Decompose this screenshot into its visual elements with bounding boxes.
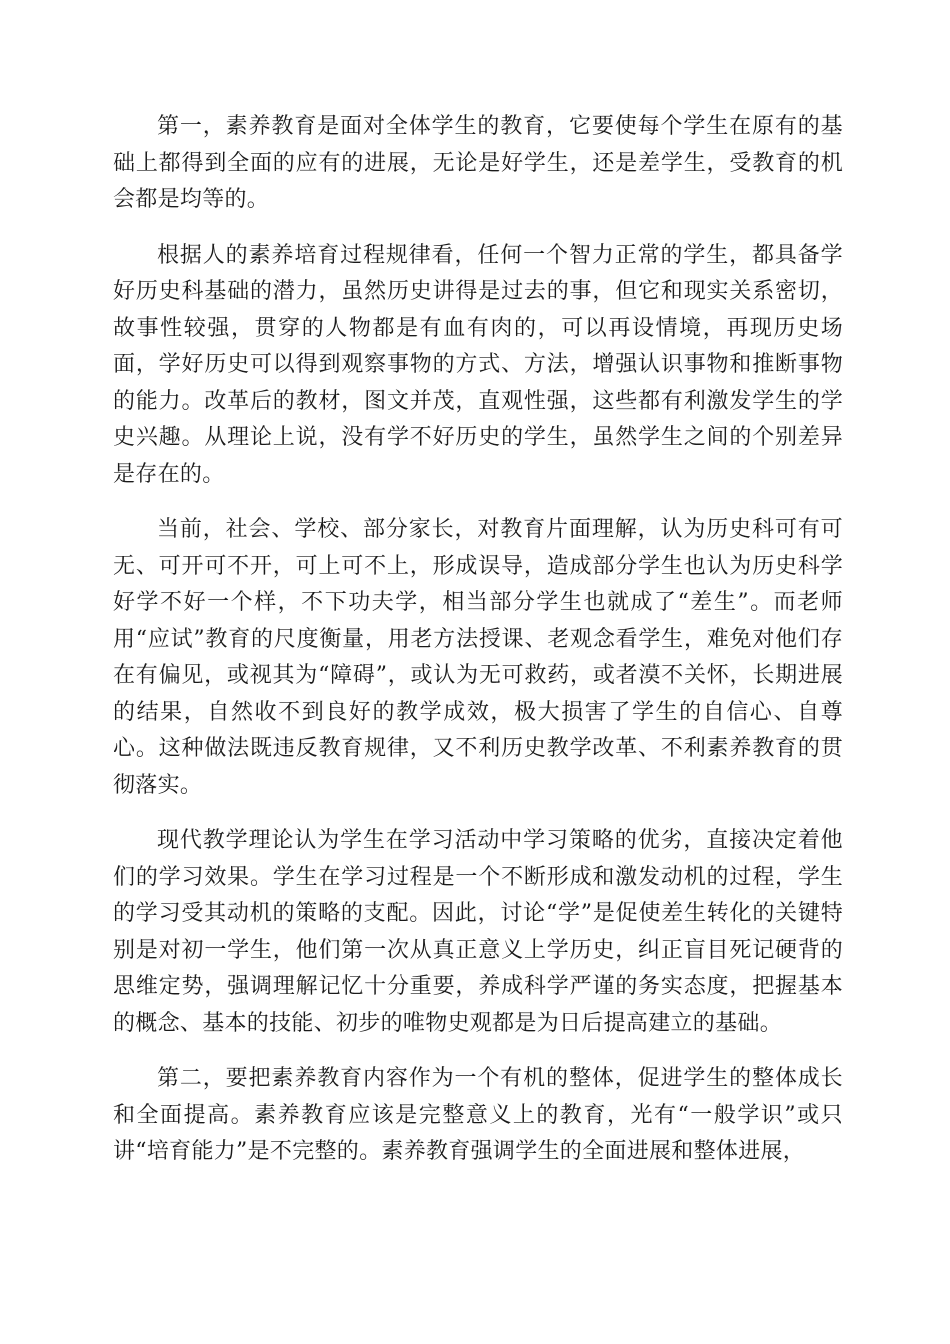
document-body [113,109,843,1190]
paragraph-2: 根据人的素养培育过程规律看，任何一个智力正常的学生，都具备学好历史科基础的潜力，虽然历史讲得是过去的事，但它和现实关系密切，故事性较强，贯穿的人物都是有血有肉的，可以再设情境，再现历史场面，学好历史可以得到观察事物的方式、方法，增强认识事物和推断事物的能力。改革后的教材，图文并茂，直观性强，这些都有利激发学生的学史兴趣。从理论上说，没有学不好历史的学生，虽然学生之间的个别差异是存在的。 [113,242,843,487]
paragraph-4: 现代教学理论认为学生在学习活动中学习策略的优劣，直接决定着他们的学习效果。学生在学习过程是一个不断形成和激发动机的过程，学生的学习受其动机的策略的支配。因此，讨论“学”是促使差生转化的关键特别是对初一学生，他们第一次从真正意义上学历史，纠正盲目死记硬背的思维定势，强调理解记忆十分重要，养成科学严谨的务实态度，把握基本的概念、基本的技能、初步的唯物史观都是为日后提高建立的基础。 [113,828,843,1036]
paragraph-3: 当前，社会、学校、部分家长，对教育片面理解，认为历史科可有可无、可开可不开，可上可不上，形成误导，造成部分学生也认为历史科学好学不好一个样，不下功夫学，相当部分学生也就成了“差生”。而老师用“应试”教育的尺度衡量，用老方法授课、老观念看学生，难免对他们存在有偏见，或视其为“障碍”，或认为无可救药，或者漠不关怀，长期进展的结果，自然收不到良好的教学成效，极大损害了学生的自信心、自尊心。这种做法既违反教育规律，又不利历史教学改革、不利素养教育的贯彻落实。 [113,517,843,798]
paragraph-5: 第二，要把素养教育内容作为一个有机的整体，促进学生的整体成长和全面提高。素养教育应该是完整意义上的教育，光有“一般学识”或只讲“培育能力”是不完整的。素养教育强调学生的全面进展和整体进展， [113,1066,843,1164]
paragraph-1: 第一，素养教育是面对全体学生的教育，它要使每个学生在原有的基础上都得到全面的应有的进展，无论是好学生，还是差学生，受教育的机会都是均等的。 [113,114,843,212]
